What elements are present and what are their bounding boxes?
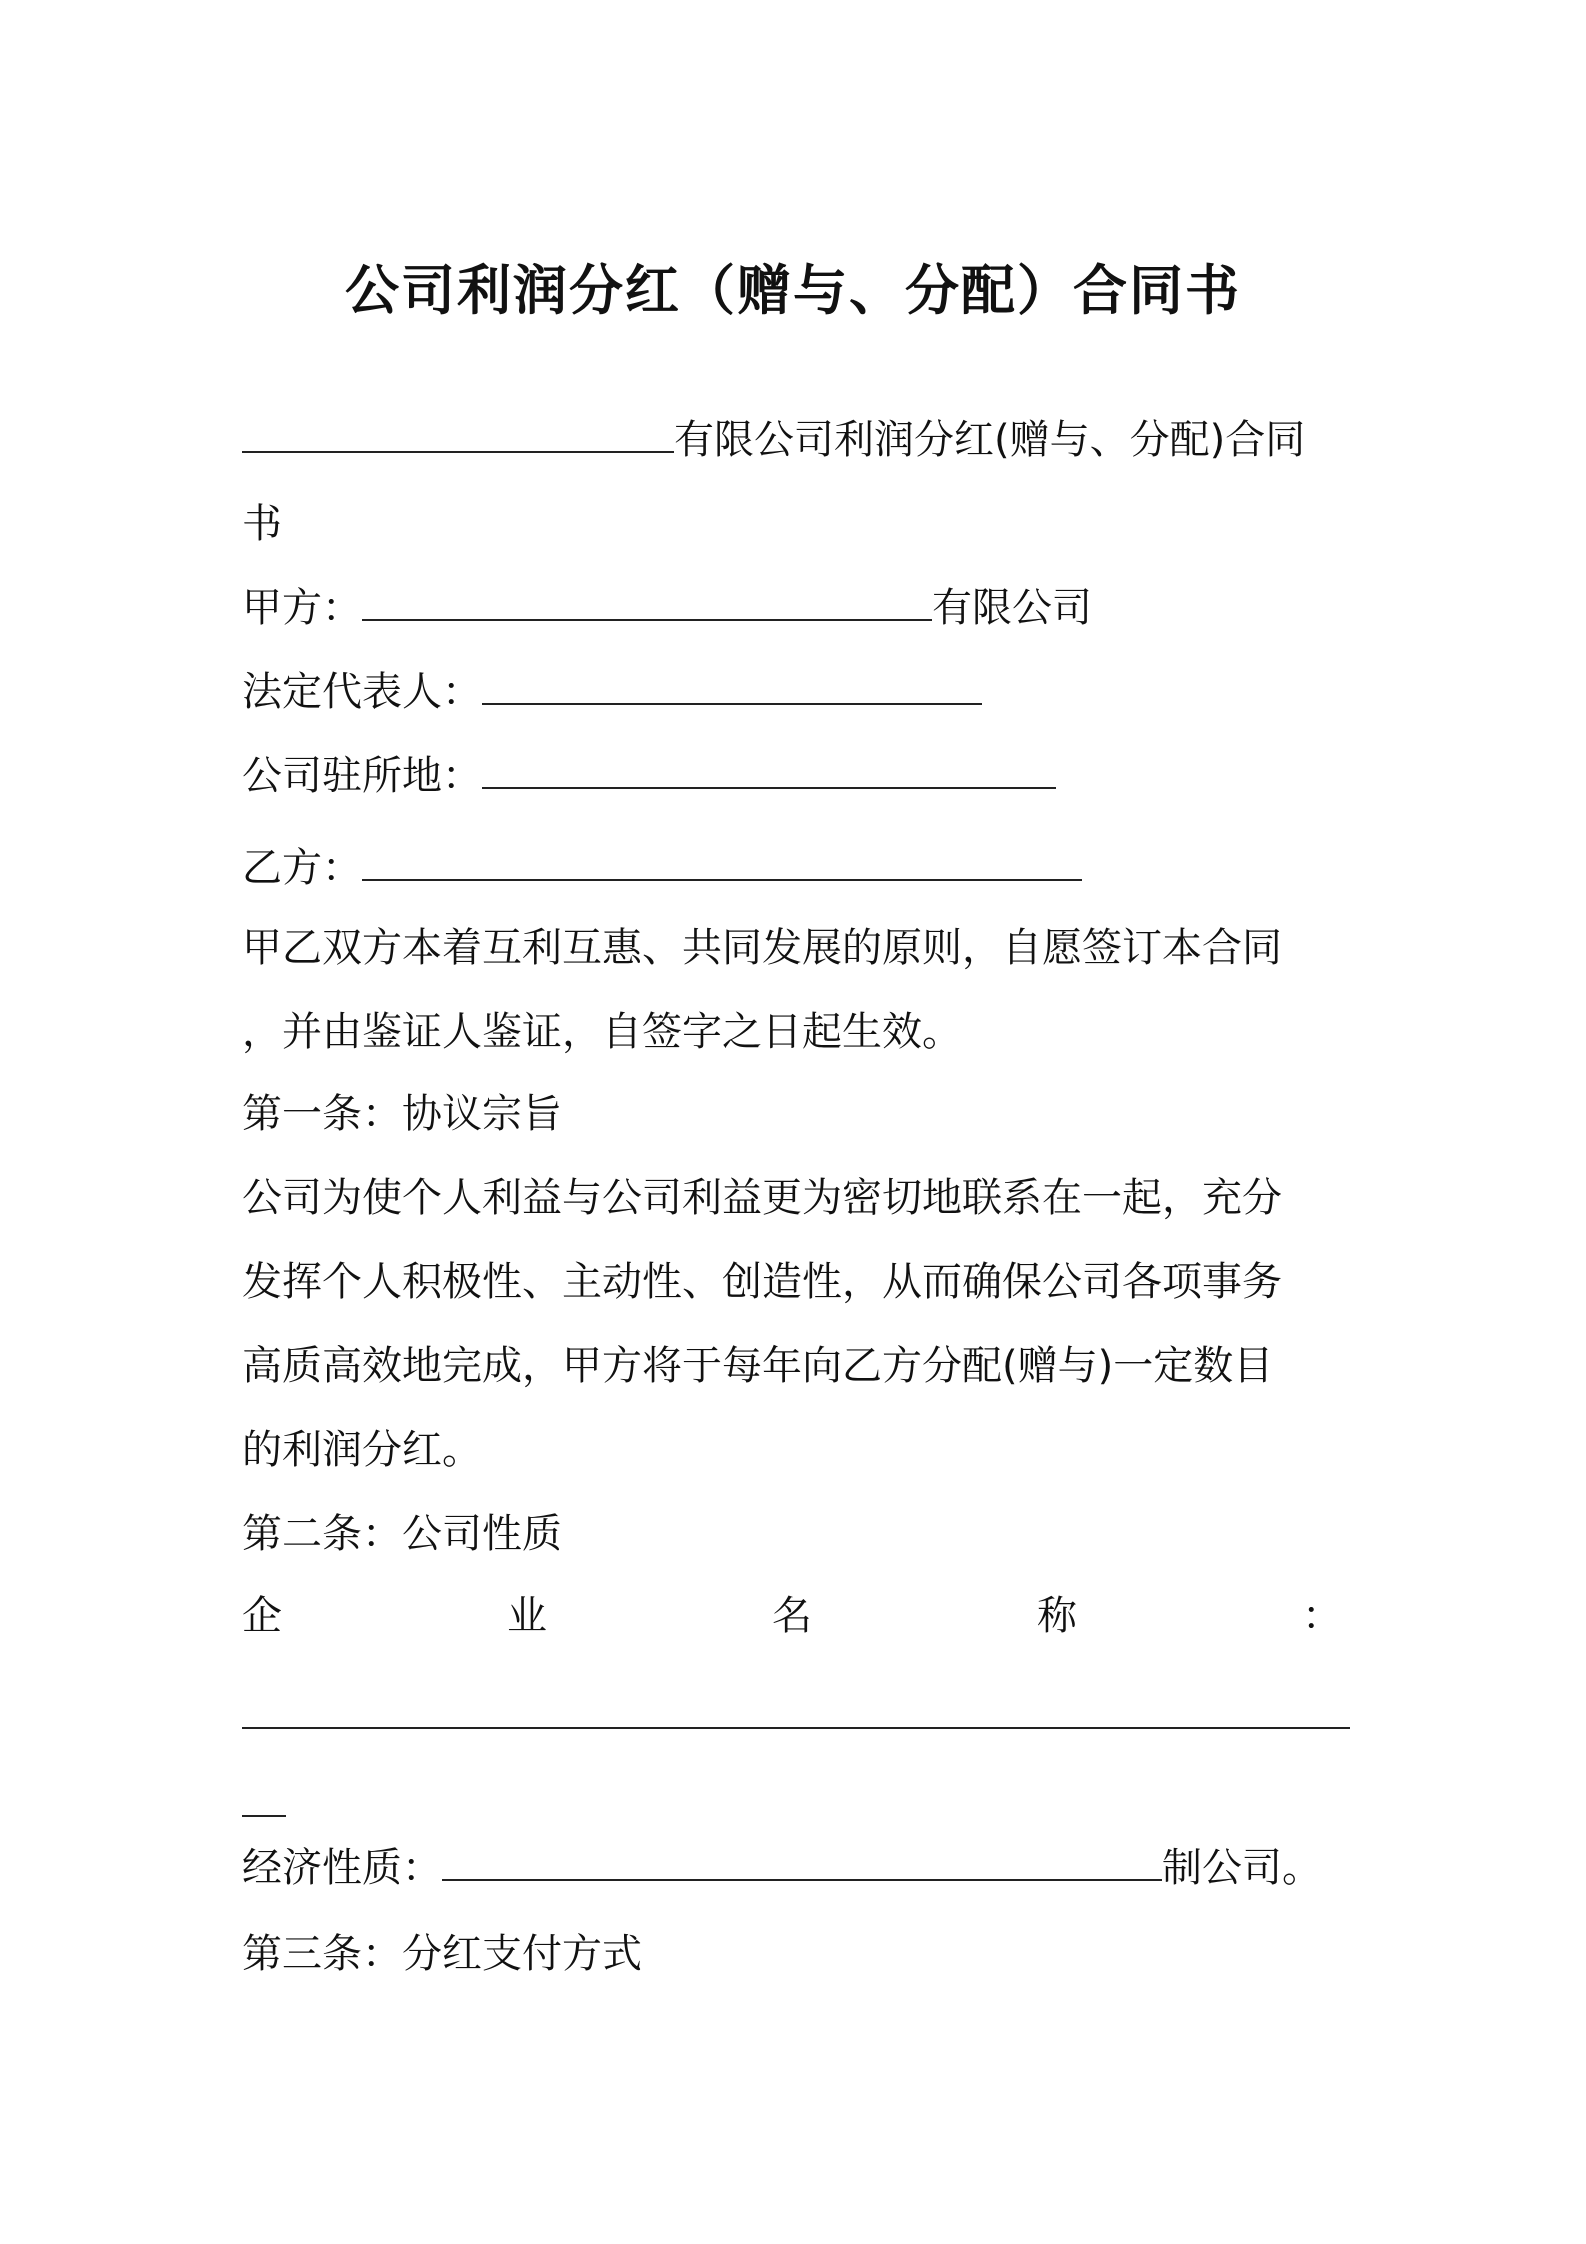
- legal-rep-blank: [482, 669, 982, 705]
- article1-line-3: 高质高效地完成，甲方将于每年向乙方分配(赠与)一定数目: [242, 1343, 1274, 1389]
- heading-line: [242, 414, 1305, 466]
- party-b-label: 乙方：: [242, 845, 362, 891]
- enterprise-char: ：: [1302, 1593, 1342, 1639]
- article3-heading: 第三条：分红支付方式: [242, 1931, 642, 1977]
- company-name-blank: [242, 417, 674, 453]
- party-a-label: 甲方：: [242, 585, 362, 631]
- enterprise-char: 业: [507, 1593, 547, 1639]
- legal-rep-line: [242, 666, 982, 718]
- heading-suffix: 有限公司利润分红(赠与、分配)合同: [674, 417, 1306, 463]
- article1-line-4: 的利润分红。: [242, 1427, 482, 1473]
- economic-suffix: 制公司。: [1162, 1845, 1322, 1891]
- contract-title: 公司利润分红（赠与、分配）合同书: [345, 259, 1241, 322]
- article1-line-1: 公司为使个人利益与公司利益更为密切地联系在一起，充分: [242, 1175, 1282, 1221]
- party-a-blank: [362, 585, 932, 621]
- enterprise-char: 称: [1037, 1593, 1077, 1639]
- enterprise-char: 企: [242, 1593, 282, 1639]
- party-b-line: [242, 842, 1082, 894]
- article2-heading: 第二条：公司性质: [242, 1511, 562, 1557]
- intro-line-1: 甲乙双方本着互利互惠、共同发展的原则，自愿签订本合同: [242, 925, 1282, 971]
- enterprise-name-blank-1: [242, 1690, 1350, 1742]
- enterprise-name-blank-2: [242, 1778, 286, 1830]
- address-blank: [482, 753, 1056, 789]
- economic-blank: [442, 1845, 1162, 1881]
- intro-line-2: ，并由鉴证人鉴证，自签字之日起生效。: [242, 1009, 962, 1055]
- enterprise-char: 名: [772, 1593, 812, 1639]
- party-a-suffix: 有限公司: [932, 585, 1092, 631]
- economic-nature-line: [242, 1842, 1322, 1894]
- address-line: [242, 750, 1056, 802]
- enterprise-blank: [242, 1693, 1350, 1729]
- party-a-line: [242, 582, 1092, 634]
- enterprise-blank-end: [242, 1781, 286, 1817]
- legal-rep-label: 法定代表人：: [242, 669, 482, 715]
- article1-heading: 第一条：协议宗旨: [242, 1091, 562, 1137]
- party-b-blank: [362, 845, 1082, 881]
- article1-line-2: 发挥个人积极性、主动性、创造性，从而确保公司各项事务: [242, 1259, 1282, 1305]
- address-label: 公司驻所地：: [242, 753, 482, 799]
- economic-label: 经济性质：: [242, 1845, 442, 1891]
- enterprise-name-label: [242, 1590, 1342, 1642]
- heading-line-cont: 书: [242, 501, 282, 547]
